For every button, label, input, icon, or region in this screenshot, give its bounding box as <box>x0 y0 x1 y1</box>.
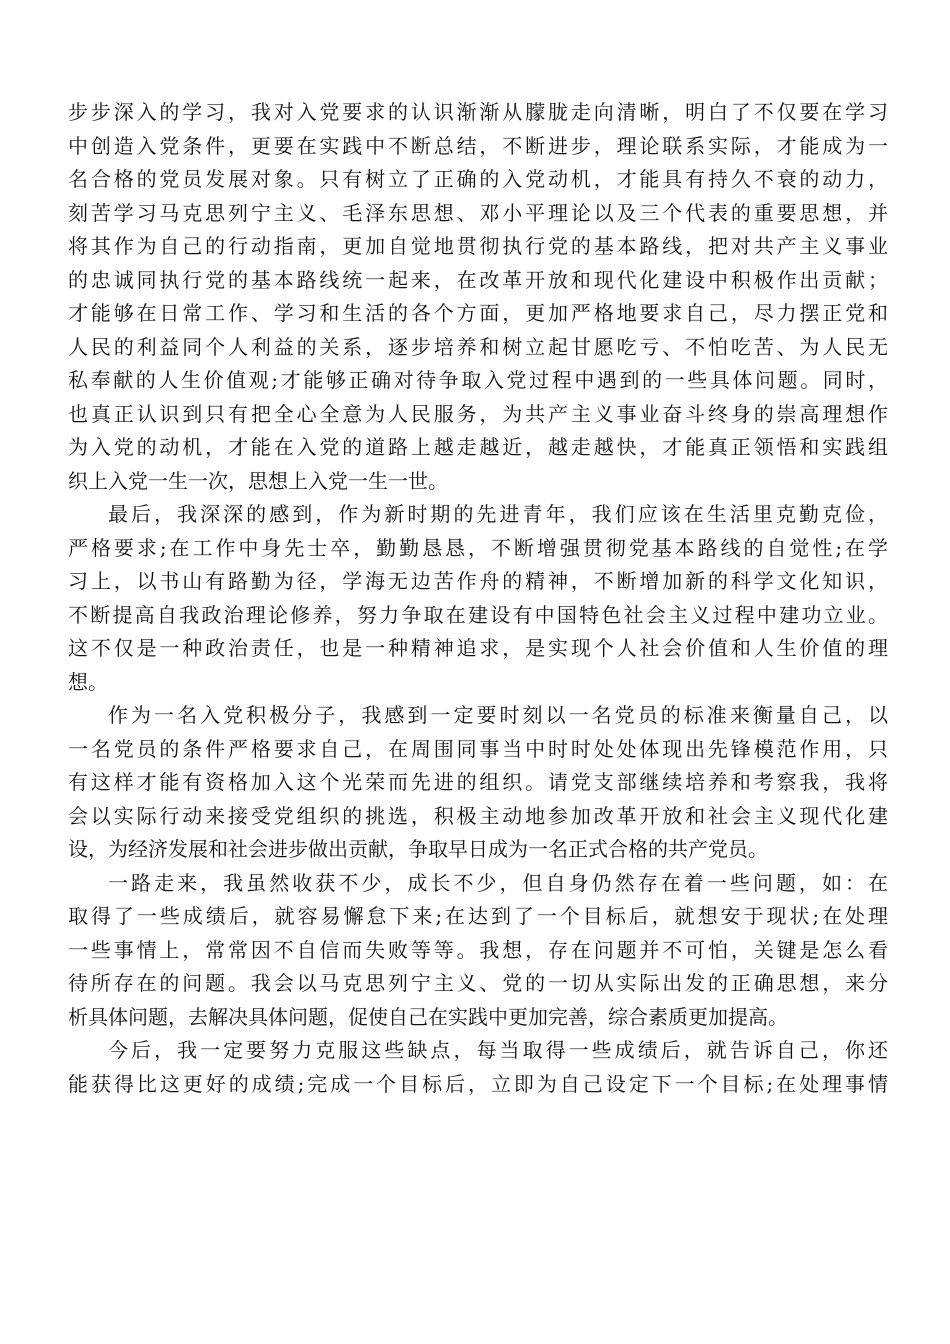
text-line: 也真正认识到只有把全心全意为人民服务，为共产主义事业奋斗终身的崇高理想作 <box>68 401 888 426</box>
text-line: 会以实际行动来接受党组织的挑选，积极主动地参加改革开放和社会主义现代化建 <box>68 803 888 828</box>
paragraph <box>68 699 888 867</box>
text-line: 有这样才能有资格加入这个光荣而先进的组织。请党支部继续培养和考察我，我将 <box>68 770 888 794</box>
text-line: 一些事情上，常常因不自信而失败等等。我想，存在问题并不可怕，关键是怎么看 <box>68 937 888 962</box>
text-line: 私奉献的人生价值观;才能够正确对待争取入党过程中遇到的一些具体问题。同时， <box>68 368 888 392</box>
text-line: 人民的利益同个人利益的关系，逐步培养和树立起甘愿吃亏、不怕吃苦、为人民无 <box>68 334 888 359</box>
text-line: 严格要求;在工作中身先士卒，勤勤恳恳，不断增强贯彻党基本路线的自觉性;在学 <box>68 535 888 560</box>
text-line: 一名党员的条件严格要求自己，在周围同事当中时时处处体现出先锋模范作用，只 <box>68 736 888 761</box>
text-line: 这不仅是一种政治责任，也是一种精神追求，是实现个人社会价值和人生价值的理 <box>68 636 888 660</box>
text-line: 待所存在的问题。我会以马克思列宁主义、党的一切从实际出发的正确思想，来分 <box>68 971 888 995</box>
paragraph <box>68 867 888 1035</box>
text-line: 设，为经济发展和社会进步做出贡献，争取早日成为一名正式合格的共产党员。 <box>68 837 768 861</box>
text-line: 刻苦学习马克思列宁主义、毛泽东思想、邓小平理论以及三个代表的重要思想，并 <box>68 200 888 225</box>
text-line: 最后，我深深的感到，作为新时期的先进青年，我们应该在生活里克勤克俭， <box>108 502 888 526</box>
text-line: 名合格的党员发展对象。只有树立了正确的入党动机，才能具有持久不衰的动力， <box>68 167 888 191</box>
paragraph <box>68 1034 888 1101</box>
paragraph <box>68 96 888 498</box>
paragraph <box>68 498 888 699</box>
text-line: 织上入党一生一次，思想上入党一生一世。 <box>68 468 448 493</box>
text-line: 中创造入党条件，更要在实践中不断总结，不断进步，理论联系实际，才能成为一 <box>68 133 888 158</box>
text-line: 不断提高自我政治理论修养，努力争取在建设有中国特色社会主义过程中建功立业。 <box>68 602 888 627</box>
text-line: 习上，以书山有路勤为径，学海无边苦作舟的精神，不断增加新的科学文化知识， <box>68 569 888 593</box>
text-line: 能获得比这更好的成绩;完成一个目标后，立即为自己设定下一个目标;在处理事情 <box>68 1071 888 1096</box>
document-page <box>68 96 888 1101</box>
text-line: 取得了一些成绩后，就容易懈怠下来;在达到了一个目标后，就想安于现状;在处理 <box>68 904 888 928</box>
text-line: 想。 <box>68 669 108 694</box>
text-line: 今后，我一定要努力克服这些缺点，每当取得一些成绩后，就告诉自己，你还 <box>108 1038 888 1062</box>
text-line: 步步深入的学习，我对入党要求的认识渐渐从朦胧走向清晰，明白了不仅要在学习 <box>68 100 888 124</box>
text-line: 析具体问题，去解决具体问题，促使自己在实践中更加完善，综合素质更加提高。 <box>68 1004 788 1029</box>
text-line: 才能够在日常工作、学习和生活的各个方面，更加严格地要求自己，尽力摆正党和 <box>68 301 888 325</box>
text-line: 一路走来，我虽然收获不少，成长不少，但自身仍然存在着一些问题，如：在 <box>108 870 888 895</box>
text-line: 的忠诚同执行党的基本路线统一起来，在改革开放和现代化建设中积极作出贡献； <box>68 267 888 292</box>
text-line: 将其作为自己的行动指南，更加自觉地贯彻执行党的基本路线，把对共产主义事业 <box>68 234 888 258</box>
text-line: 为入党的动机，才能在入党的道路上越走越近，越走越快，才能真正领悟和实践组 <box>68 435 888 459</box>
text-line: 作为一名入党积极分子，我感到一定要时刻以一名党员的标准来衡量自己，以 <box>108 703 888 727</box>
